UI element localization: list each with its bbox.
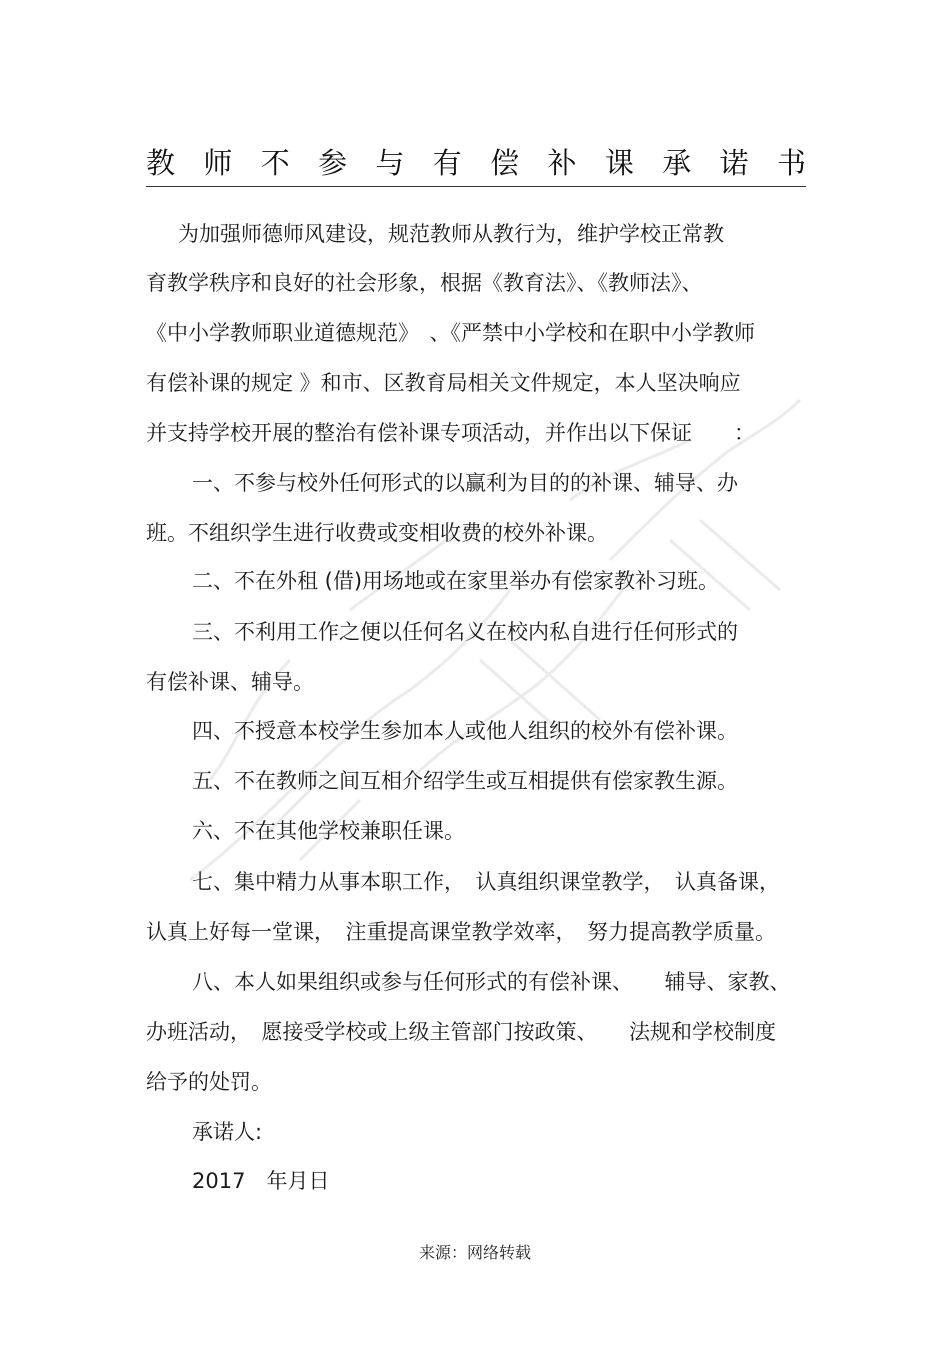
- title-char: 补: [547, 146, 577, 180]
- pledge-item-1: 一、不参与校外任何形式的以赢利为目的的补课、辅导、办: [192, 471, 738, 495]
- pledge-item-3: 三、不利用工作之便以任何名义在校内私自进行任何形式的: [192, 620, 738, 644]
- pledge-item-8: 八、本人如果组织或参与任何形式的有偿补课、 辅导、家教、: [192, 970, 791, 994]
- title-char: 不: [260, 146, 290, 180]
- title-char: 参: [318, 146, 348, 180]
- pledge-item-8-cont-1: 办班活动， 愿接受学校或上级主管部门按政策、 法规和学校制度: [146, 1020, 776, 1044]
- title-char: 偿: [490, 146, 520, 180]
- pledge-item-6: 六、不在其他学校兼职任课。: [192, 819, 465, 843]
- title-char: 诺: [719, 146, 749, 180]
- title-char: 有: [432, 146, 462, 180]
- title-char: 书: [776, 146, 806, 180]
- pledge-item-8-cont-2: 给予的处罚。: [146, 1070, 272, 1094]
- pledge-item-3-cont: 有偿补课、辅导。: [146, 670, 314, 694]
- title-char: 教: [146, 146, 176, 180]
- body-line-intro-5: 并支持学校开展的整治有偿补课专项活动，并作出以下保证 ：: [146, 421, 755, 445]
- pledge-item-1-cont: 班。不组织学生进行收费或变相收费的校外补课。: [146, 521, 608, 545]
- body-line-intro-4: 有偿补课的规定 》和市、区教育局相关文件规定，本人坚决响应: [146, 371, 741, 395]
- title-char: 承: [662, 146, 692, 180]
- pledge-item-5: 五、不在教师之间互相介绍学生或互相提供有偿家教生源。: [192, 769, 738, 793]
- title-char: 与: [375, 146, 405, 180]
- pledge-item-7: 七、集中精力从事本职工作， 认真组织课堂教学， 认真备课，: [192, 870, 780, 894]
- pledge-item-2: 二、不在外租 (借)用场地或在家里举办有偿家教补习班。: [192, 569, 720, 593]
- pledge-item-7-cont: 认真上好每一堂课， 注重提高课堂教学效率， 努力提高教学质量。: [146, 920, 776, 944]
- body-line-intro-2: 育教学秩序和良好的社会形象，根据《教育法》、《教师法》、: [146, 271, 703, 295]
- pledge-item-4: 四、不授意本校学生参加本人或他人组织的校外有偿补课。: [192, 719, 738, 743]
- date-line: 2017 年月日: [192, 1169, 330, 1193]
- body-line-intro-3: 《中小学教师职业道德规范》 、《严禁中小学校和在职中小学教师: [146, 321, 755, 345]
- title-char: 师: [203, 146, 233, 180]
- page-title: [146, 140, 806, 187]
- title-char: 课: [604, 146, 634, 180]
- body-line-intro-1: 为加强师德师风建设，规范教师从教行为，维护学校正常教: [178, 222, 724, 246]
- source-footer: 来源：网络转载: [418, 1243, 531, 1262]
- signer-label: 承诺人:: [192, 1120, 263, 1144]
